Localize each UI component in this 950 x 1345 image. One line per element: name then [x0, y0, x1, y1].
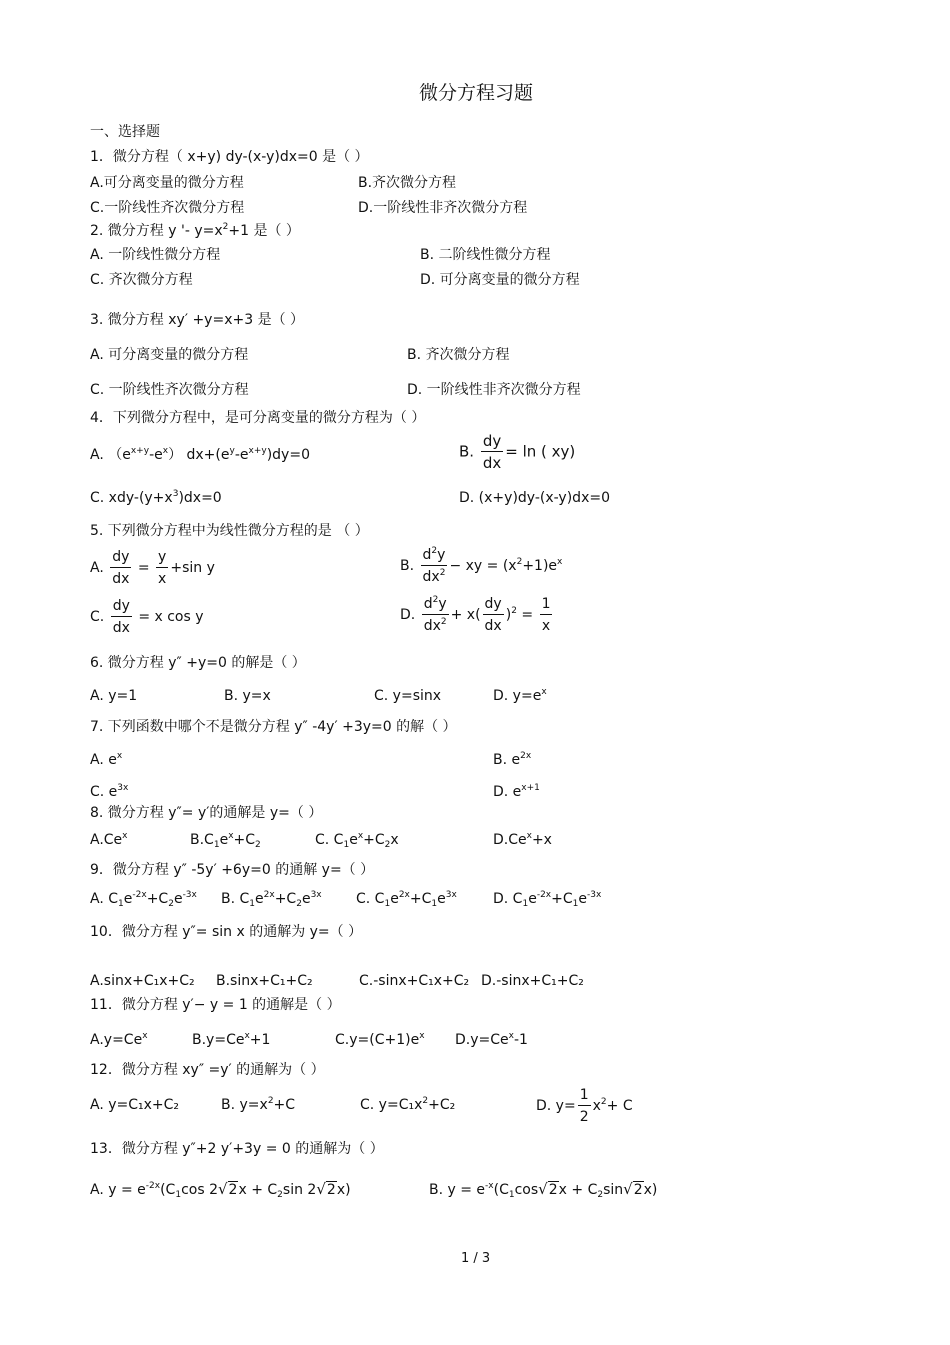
- question-3-option-d: D. 一阶线性非齐次微分方程: [407, 382, 581, 398]
- question-2-option-a: A. 一阶线性微分方程: [90, 247, 221, 263]
- question-6-option-d: D. $y=e^x$: [493, 687, 547, 704]
- question-13-stem: 13．微分方程 y″+2 y′+3y = 0 的通解为（ ）: [90, 1141, 384, 1157]
- question-12-option-a: A. y=C₁x+C₂: [90, 1097, 180, 1113]
- question-9-option-b: B. $C_1e^{2x}+C_2e^{3x}$: [221, 890, 322, 909]
- question-8-stem: 8. 微分方程 y″= y′的通解是 y=（ ）: [90, 805, 323, 821]
- question-4-option-a: A. $(e^{x+y}-e^x)$ $dx+(e^y-e^{x+y})dy=0$: [90, 446, 310, 463]
- question-9-option-a: A. $C_1e^{-2x}+C_2e^{-3x}$: [90, 890, 197, 909]
- question-7-option-b: B. $e^{2x}$: [493, 751, 532, 768]
- question-5-stem: 5. 下列微分方程中为线性微分方程的是 （ ）: [90, 523, 369, 539]
- question-11-option-c: $C.y=(C+1)e^x$: [335, 1031, 425, 1048]
- question-10-option-d: D.-sinx+C₁+C₂: [481, 973, 584, 989]
- question-5-option-c: C. $\frac{dy}{dx}$ = x cos y: [90, 598, 204, 636]
- question-2-option-b: B. 二阶线性微分方程: [420, 247, 551, 263]
- question-5-option-a: A. $\frac{dy}{dx}$ = $\frac{y}{x}$ +sin y: [90, 549, 215, 587]
- question-6-stem: 6. 微分方程 y″ +y=0 的解是（ ）: [90, 655, 306, 671]
- question-5-option-b: B. $\frac{d^2y}{dx^2}$ − xy = $(x^2+1)e^x$: [400, 546, 563, 585]
- question-1-stem: 1．微分方程（ x+y) dy-(x-y)dx=0 是（ ）: [90, 149, 369, 165]
- question-12-option-d: D. y= $\frac{1}{2}$ $x^2+ C$: [536, 1087, 633, 1125]
- question-10-stem: 10．微分方程 y″= sin x 的通解为 y=（ ）: [90, 924, 363, 940]
- question-12-option-c: C. $y=C_1x^2+C_2$: [360, 1096, 456, 1113]
- question-11-stem: 11．微分方程 y′− y = 1 的通解是（ ）: [90, 997, 341, 1013]
- section-heading: 一、选择题: [90, 124, 160, 140]
- question-3-option-b: B. 齐次微分方程: [407, 347, 510, 363]
- question-4-stem: 4．下列微分方程中，是可分离变量的微分方程为（ ）: [90, 410, 426, 426]
- question-8-option-d: $D.Ce^x+x$: [493, 831, 552, 848]
- question-3-option-a: A. 可分离变量的微分方程: [90, 347, 249, 363]
- question-13-option-b: B. $y = e^{-x}(C_1\cos√2x + C_2\sin√2x)$: [429, 1180, 658, 1200]
- question-9-stem: 9．微分方程 y″ -5y′ +6y=0 的通解 y=（ ）: [90, 862, 375, 878]
- question-13-option-a: A. $y = e^{-2x}(C_1\cos$ $2√2x + C_2\sin$ 2√2x): [90, 1180, 351, 1200]
- question-11-option-a: $A.y=Ce^x$: [90, 1031, 148, 1048]
- question-1-option-b: B.齐次微分方程: [358, 175, 457, 191]
- question-6-option-a: A. y=1: [90, 688, 138, 704]
- question-3-option-c: C. 一阶线性齐次微分方程: [90, 382, 249, 398]
- question-10-option-c: C.-sinx+C₁x+C₂: [359, 973, 470, 989]
- question-5-option-d: D. $\frac{d^2y}{dx^2}$ + x( $\frac{dy}{dx}$ )$^2$ = $\frac{1}{x}$: [400, 595, 551, 634]
- question-1-option-d: D.一阶线性非齐次微分方程: [358, 200, 528, 216]
- question-8-option-b: $B.C_1e^x+C_2$: [190, 831, 261, 850]
- question-8-option-c: C. $C_1e^x+C_2x$: [315, 831, 399, 850]
- question-7-stem: 7. 下列函数中哪个不是微分方程 y″ -4y′ +3y=0 的解（ ）: [90, 719, 457, 735]
- question-12-stem: 12．微分方程 xy″ =y′ 的通解为（ ）: [90, 1062, 325, 1078]
- question-1-option-c: C.一阶线性齐次微分方程: [90, 200, 245, 216]
- question-6-option-b: B. y=x: [224, 688, 271, 704]
- question-2-stem: 2. 微分方程 y '- $y=x^2+1$ 是（ ）: [90, 222, 300, 239]
- question-4-option-c: C. xdy-$(y+x^3)dx=0$: [90, 489, 222, 506]
- question-9-option-d: D. $C_1e^{-2x}+C_1e^{-3x}$: [493, 890, 602, 909]
- question-4-option-d: D. (x+y)dy-(x-y)dx=0: [459, 490, 610, 506]
- question-9-option-c: C. $C_1e^{2x}+C_1e^{3x}$: [356, 890, 457, 909]
- question-3-stem: 3. 微分方程 xy′ +y=x+3 是（ ）: [90, 312, 305, 328]
- fraction: $\frac{dy}{dx}$: [482, 432, 502, 472]
- question-7-option-c: C. $e^{3x}$: [90, 783, 129, 800]
- question-7-option-a: A. $e^x$: [90, 751, 123, 768]
- question-4-option-b: B. $\frac{dy}{dx}$ = ln ( xy): [459, 432, 576, 472]
- question-2-option-d: D. 可分离变量的微分方程: [420, 272, 580, 288]
- question-10-option-a: A.sinx+C₁x+C₂: [90, 973, 195, 989]
- question-10-option-b: B.sinx+C₁+C₂: [216, 973, 313, 989]
- page-number: 1 / 3: [461, 1251, 491, 1266]
- question-6-option-c: C. y=sinx: [374, 688, 442, 704]
- question-11-option-d: $D.y=Ce^x-1$: [455, 1031, 528, 1048]
- page-title: 微分方程习题: [419, 82, 534, 104]
- question-11-option-b: $B.y=Ce^x+1$: [192, 1031, 271, 1048]
- question-2-option-c: C. 齐次微分方程: [90, 272, 193, 288]
- question-1-option-a: A.可分离变量的微分方程: [90, 175, 244, 191]
- question-12-option-b: B. $y=x^2+C$: [221, 1096, 296, 1113]
- question-8-option-a: A.Ce$^x$: [90, 831, 128, 848]
- question-7-option-d: D. $e^{x+1}$: [493, 783, 540, 800]
